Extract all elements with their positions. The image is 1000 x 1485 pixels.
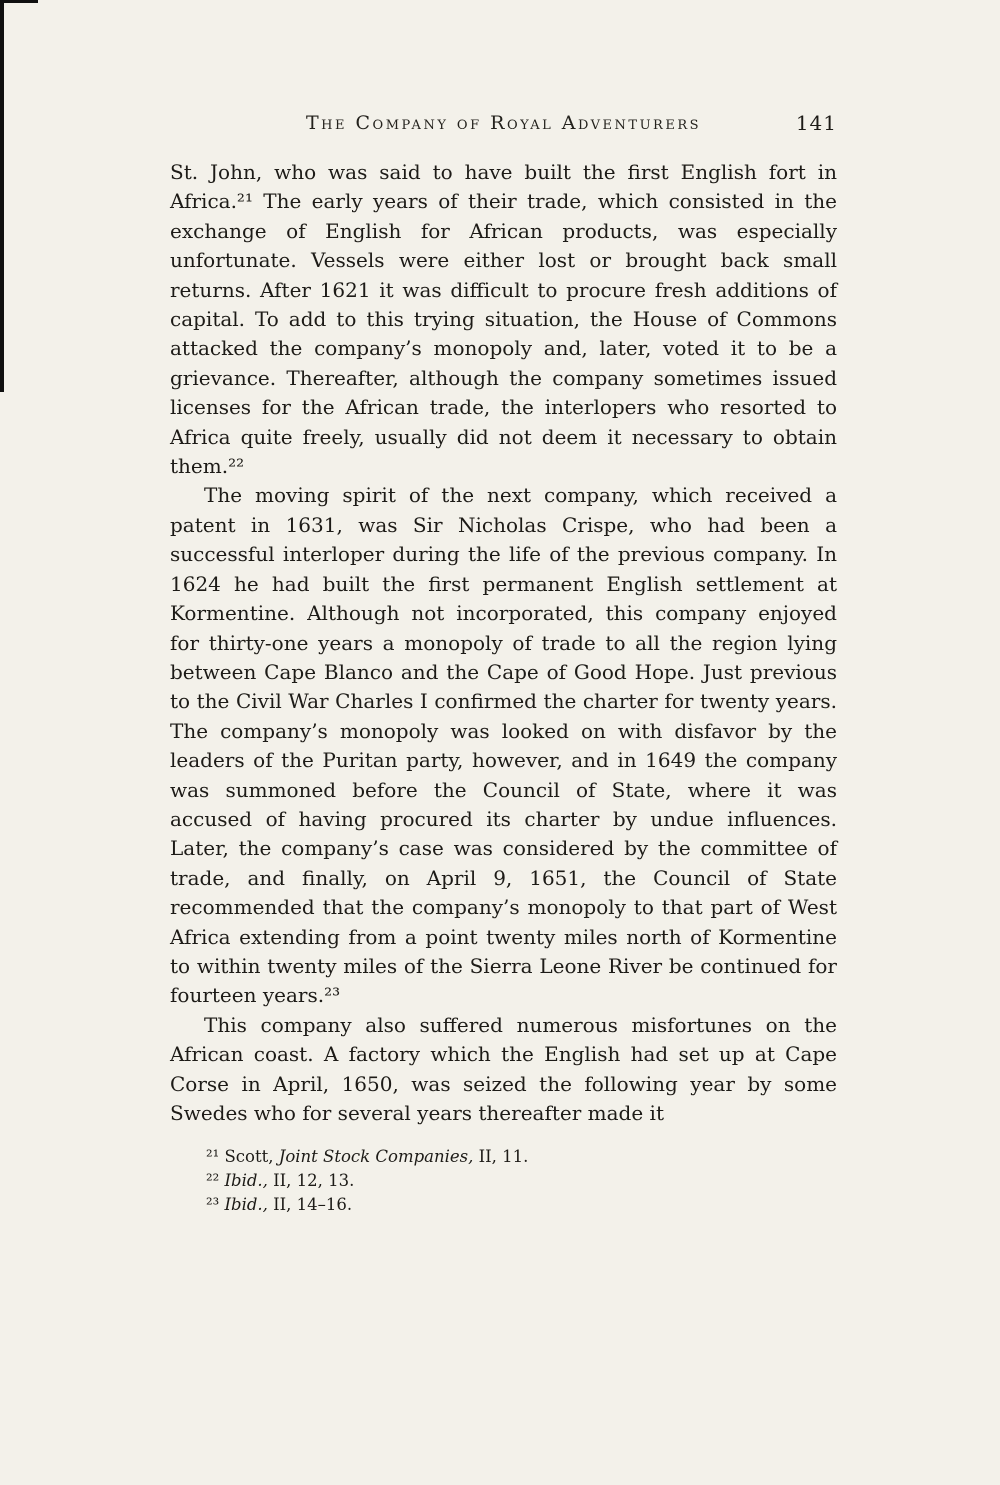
- running-header: [170, 112, 837, 140]
- running-title: The Company of Royal Adventurers: [305, 112, 702, 134]
- footnote: ²³ Ibid., II, 14–16.: [206, 1195, 353, 1215]
- scan-edge-artifact-top: [0, 0, 38, 3]
- footnotes: [206, 1145, 837, 1217]
- paragraph: This company also suffered numerous misfortunes on the African coast. A factory which the English had set up at Cape Corse in April, 1650, was seized the following year by some Swedes who for several years thereafter made it: [170, 1012, 837, 1125]
- scan-edge-artifact: [0, 0, 4, 392]
- page-number: 141: [795, 111, 837, 135]
- footnote: ²¹ Scott, Joint Stock Companies, II, 11.: [206, 1147, 529, 1167]
- body-text: [170, 158, 837, 1217]
- paragraph: The moving spirit of the next company, which received a patent in 1631, was Sir Nicholas Crispe, who had been a successful interloper during the life of the previous company. In 1624 he had built the first permanent English settlement at Kormentine. Although not incorporated, this company enjoyed for thirty-one years a monopoly of trade to all the region lying between Cape Blanco and the Cape of Good Hope. Just previous to the Civil War Charles I confirmed the charter for twenty years. The company’s monopoly was looked on with disfavor by the leaders of the Puritan party, however, and in 1649 the company was summoned before the Council of State, where it was accused of having procured its charter by undue influences. Later, the company’s case was considered by the committee of trade, and finally, on April 9, 1651, the Council of State recommended that the company’s monopoly to that part of West Africa extending from a point twenty miles north of Kormentine to within twenty miles of the Sierra Leone River be continued for fourteen years.²³: [170, 483, 837, 1008]
- footnote: ²² Ibid., II, 12, 13.: [206, 1171, 355, 1191]
- paragraph: St. John, who was said to have built the first English fort in Africa.²¹ The early years of their trade, which consisted in the exchange of English for African products, was especially unfortunate. Vessels were either lost or brought back small returns. After 1621 it was difficult to procure fresh additions of capital. To add to this trying situation, the House of Commons attacked the company’s monopoly and, later, voted it to be a grievance. Thereafter, although the company sometimes issued licenses for the African trade, the interlopers who resorted to Africa quite freely, usually did not deem it necessary to obtain them.²²: [170, 160, 837, 479]
